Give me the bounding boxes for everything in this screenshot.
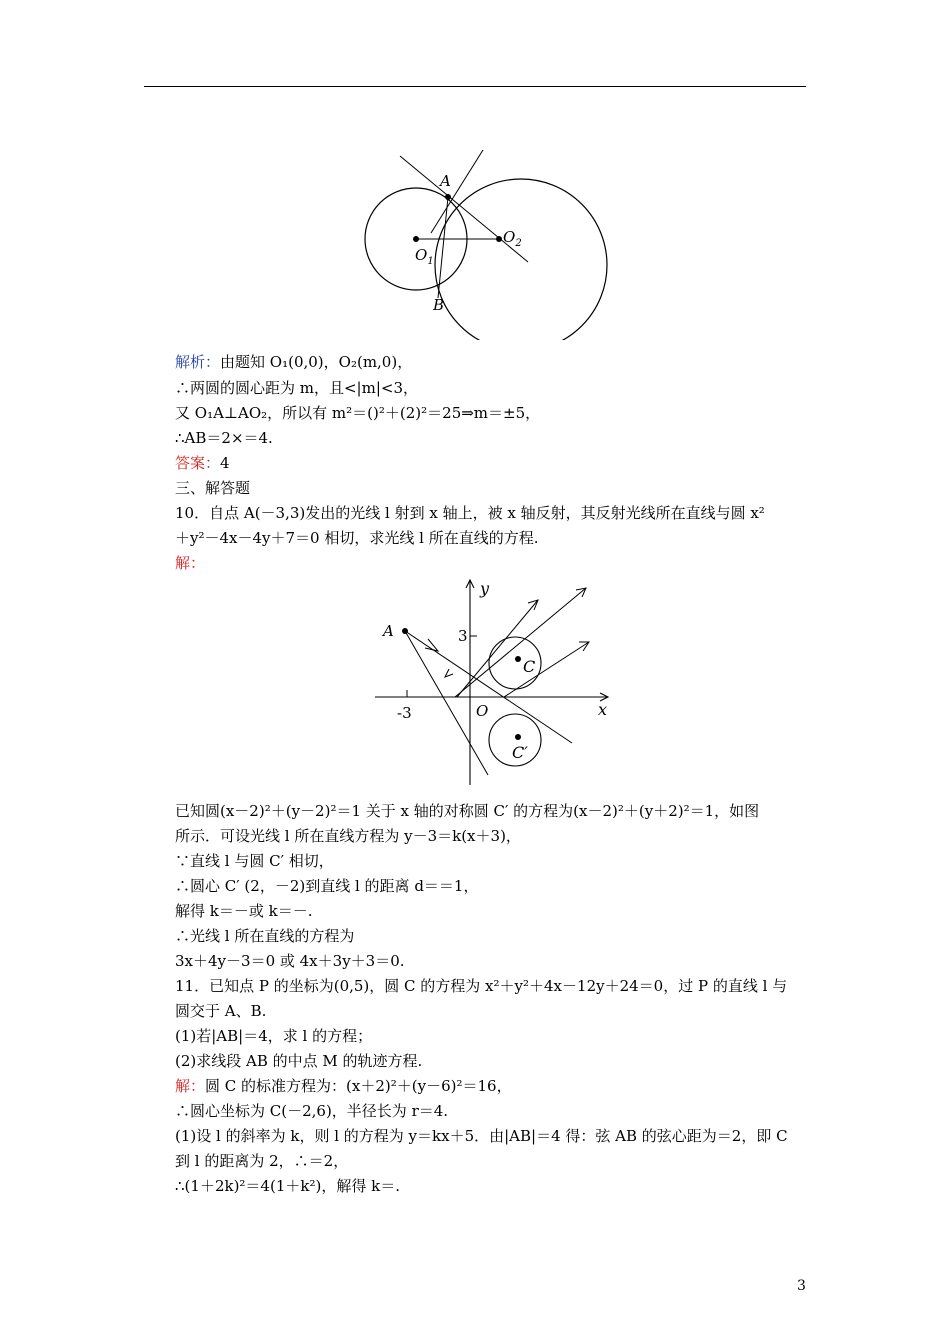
analysis-label: 解析： (175, 353, 221, 371)
center-c (515, 656, 521, 662)
question-11-line: 圆交于 A、B. (175, 1002, 267, 1020)
reflection-figure (370, 575, 620, 790)
solution-label: 解： (175, 1077, 206, 1095)
text-line: 又 O₁A⊥AO₂，所以有 m²＝()²＋(2)²＝25⇒m＝±5， (175, 404, 541, 422)
label-a: A (440, 172, 451, 190)
solution-line: 解：圆 C 的标准方程为：(x＋2)²＋(y－6)²＝16， (175, 1077, 512, 1095)
reflected-ray-2 (504, 642, 589, 697)
label-3: 3 (458, 627, 468, 645)
point-o2 (496, 236, 502, 242)
center-c-prime (515, 734, 521, 740)
text-line: ∴圆心坐标为 C(－2,6)，半径长为 r＝4. (175, 1102, 449, 1120)
header-rule (144, 86, 806, 87)
question-10-line: 10．自点 A(－3,3)发出的光线 l 射到 x 轴上，被 x 轴反射，其反射光线所在直线与圆 x² (175, 504, 765, 522)
ray-arrow-2 (445, 669, 453, 677)
text-line: 3x＋4y－3＝0 或 4x＋3y＋3＝0. (175, 952, 405, 970)
label-x: x (598, 700, 608, 719)
section-heading: 三、解答题 (175, 479, 251, 497)
text-line: 所示．可设光线 l 所在直线方程为 y－3＝k(x＋3)， (175, 827, 521, 845)
label-a: A (383, 622, 394, 640)
solution-analysis-line: 解析：由题知 O₁(0,0)，O₂(m,0)， (175, 353, 413, 371)
question-11-part2: (2)求线段 AB 的中点 M 的轨迹方程. (175, 1052, 423, 1070)
circle-o2 (435, 179, 607, 340)
question-10-line: ＋y²－4x－4y＋7＝0 相切，求光线 l 所在直线的方程. (175, 529, 539, 547)
reflected-arrow-2 (579, 642, 589, 651)
text-line: ∴光线 l 所在直线的方程为 (175, 927, 355, 945)
two-circles-figure (360, 150, 620, 340)
label-o1: $O_1$ (415, 246, 434, 267)
text-line: 已知圆(x－2)²＋(y－2)²＝1 关于 x 轴的对称圆 C′ 的方程为(x－2)²＋(y＋2)²＝1，如图 (175, 802, 760, 820)
incident-ray-1 (405, 631, 572, 743)
text-line: 到 l 的距离为 2，∴＝2， (175, 1152, 349, 1170)
question-11-line: 11．已知点 P 的坐标为(0,5)，圆 C 的方程为 x²＋y²＋4x－12y＋24＝0，过 P 的直线 l 与 (175, 977, 788, 995)
label-c-prime: C′ (512, 743, 528, 762)
point-o1 (413, 236, 419, 242)
reflected-ray-3 (455, 588, 586, 697)
text-line: (1)设 l 的斜率为 k，则 l 的方程为 y＝kx＋5．由|AB|＝4 得：弦 AB 的弦心距为＝2，即 C (175, 1127, 788, 1145)
label-origin: O (476, 702, 489, 720)
page-number: 3 (797, 1278, 806, 1294)
solution-label: 解： (175, 554, 206, 572)
text-line: ∴AB＝2×＝4. (175, 429, 273, 447)
answer-line: 答案：4 (175, 454, 230, 472)
text-line: ∵直线 l 与圆 C′ 相切， (175, 852, 334, 870)
text-line: ∴(1＋2k)²＝4(1＋k²)，解得 k＝. (175, 1177, 400, 1195)
answer-label: 答案： (175, 454, 221, 472)
text-line: ∴圆心 C′ (2，－2)到直线 l 的距离 d＝＝1， (175, 877, 479, 895)
label-y: y (480, 579, 490, 598)
label-b: B (433, 296, 445, 314)
point-a (445, 194, 451, 200)
question-11-part1: (1)若|AB|＝4，求 l 的方程； (175, 1027, 373, 1045)
label-neg3: -3 (397, 704, 412, 722)
label-c: C (523, 657, 536, 676)
text-line: 解得 k＝－或 k＝－. (175, 902, 313, 920)
solution-label-line (175, 553, 205, 573)
tangent-line-2 (431, 150, 488, 233)
text-line: ∴两圆的圆心距为 m，且<|m|<3， (175, 379, 419, 397)
label-o2: $O_2$ (503, 228, 522, 249)
ray-arrow-1 (425, 639, 438, 651)
